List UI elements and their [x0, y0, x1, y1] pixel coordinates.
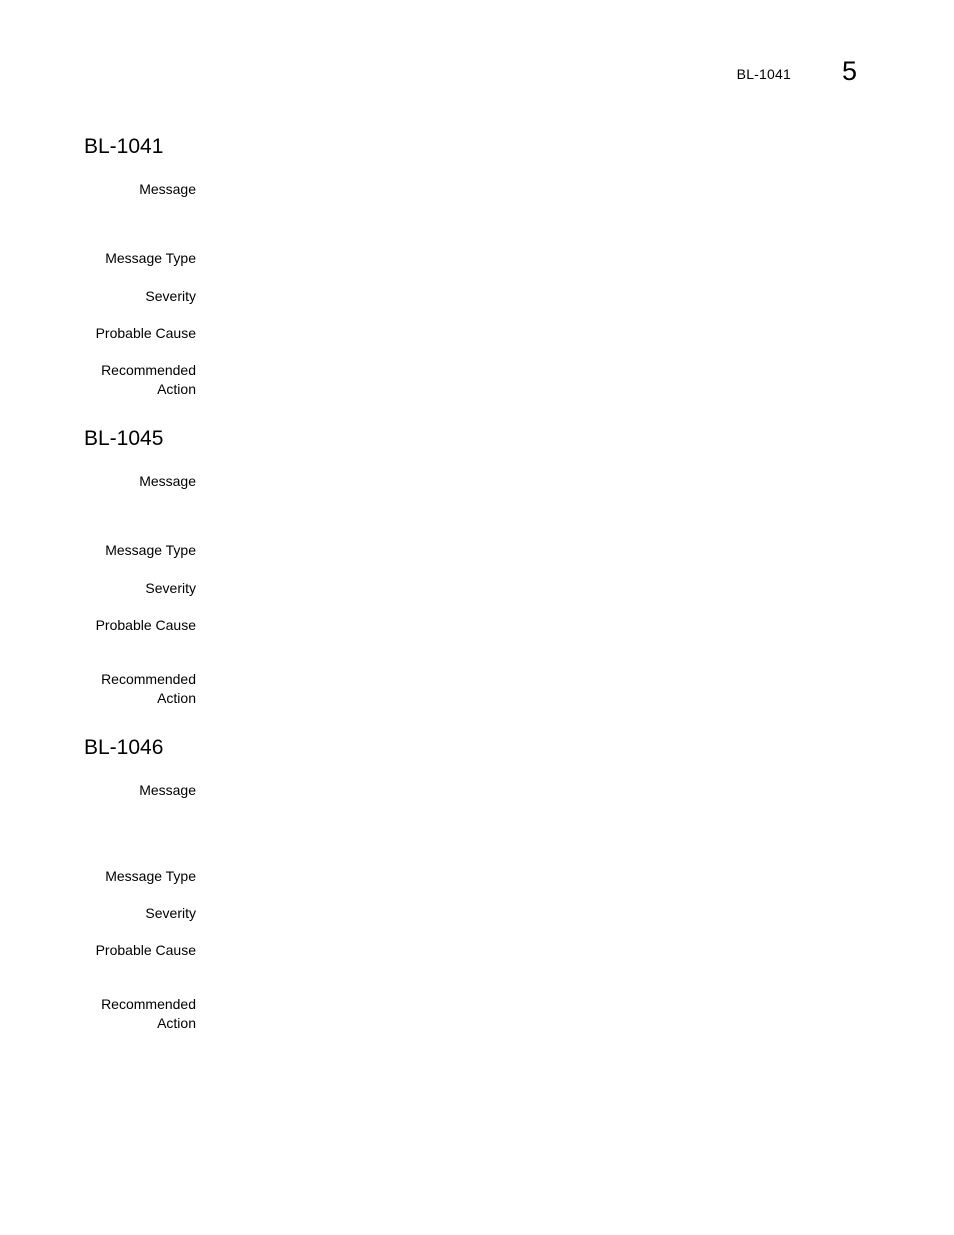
recommended-label-line: Recommended	[101, 996, 196, 1012]
severity-label: Severity	[145, 288, 196, 304]
message-type-label: Message Type	[105, 250, 196, 266]
chapter-number: 5	[841, 56, 857, 86]
section-heading-3: BL-1046	[84, 736, 164, 759]
probable-cause-label: Probable Cause	[95, 617, 196, 633]
action-label-line: Action	[157, 1015, 196, 1031]
probable-cause-label: Probable Cause	[95, 325, 196, 341]
recommended-label-line: Recommended	[101, 362, 196, 378]
section-heading-1: BL-1041	[84, 135, 164, 158]
message-label: Message	[139, 181, 196, 197]
recommended-action-label	[36, 670, 196, 708]
section-heading-2: BL-1045	[84, 427, 164, 450]
message-label: Message	[139, 782, 196, 798]
message-type-label: Message Type	[105, 868, 196, 884]
recommended-action-label	[36, 361, 196, 399]
running-header	[0, 56, 954, 86]
message-label: Message	[139, 473, 196, 489]
recommended-label-line: Recommended	[101, 671, 196, 687]
recommended-action-label	[36, 995, 196, 1033]
action-label-line: Action	[157, 381, 196, 397]
probable-cause-label: Probable Cause	[95, 942, 196, 958]
action-label-line: Action	[157, 690, 196, 706]
severity-label: Severity	[145, 580, 196, 596]
running-title: BL-1041	[736, 66, 791, 82]
severity-label: Severity	[145, 905, 196, 921]
message-type-label: Message Type	[105, 542, 196, 558]
